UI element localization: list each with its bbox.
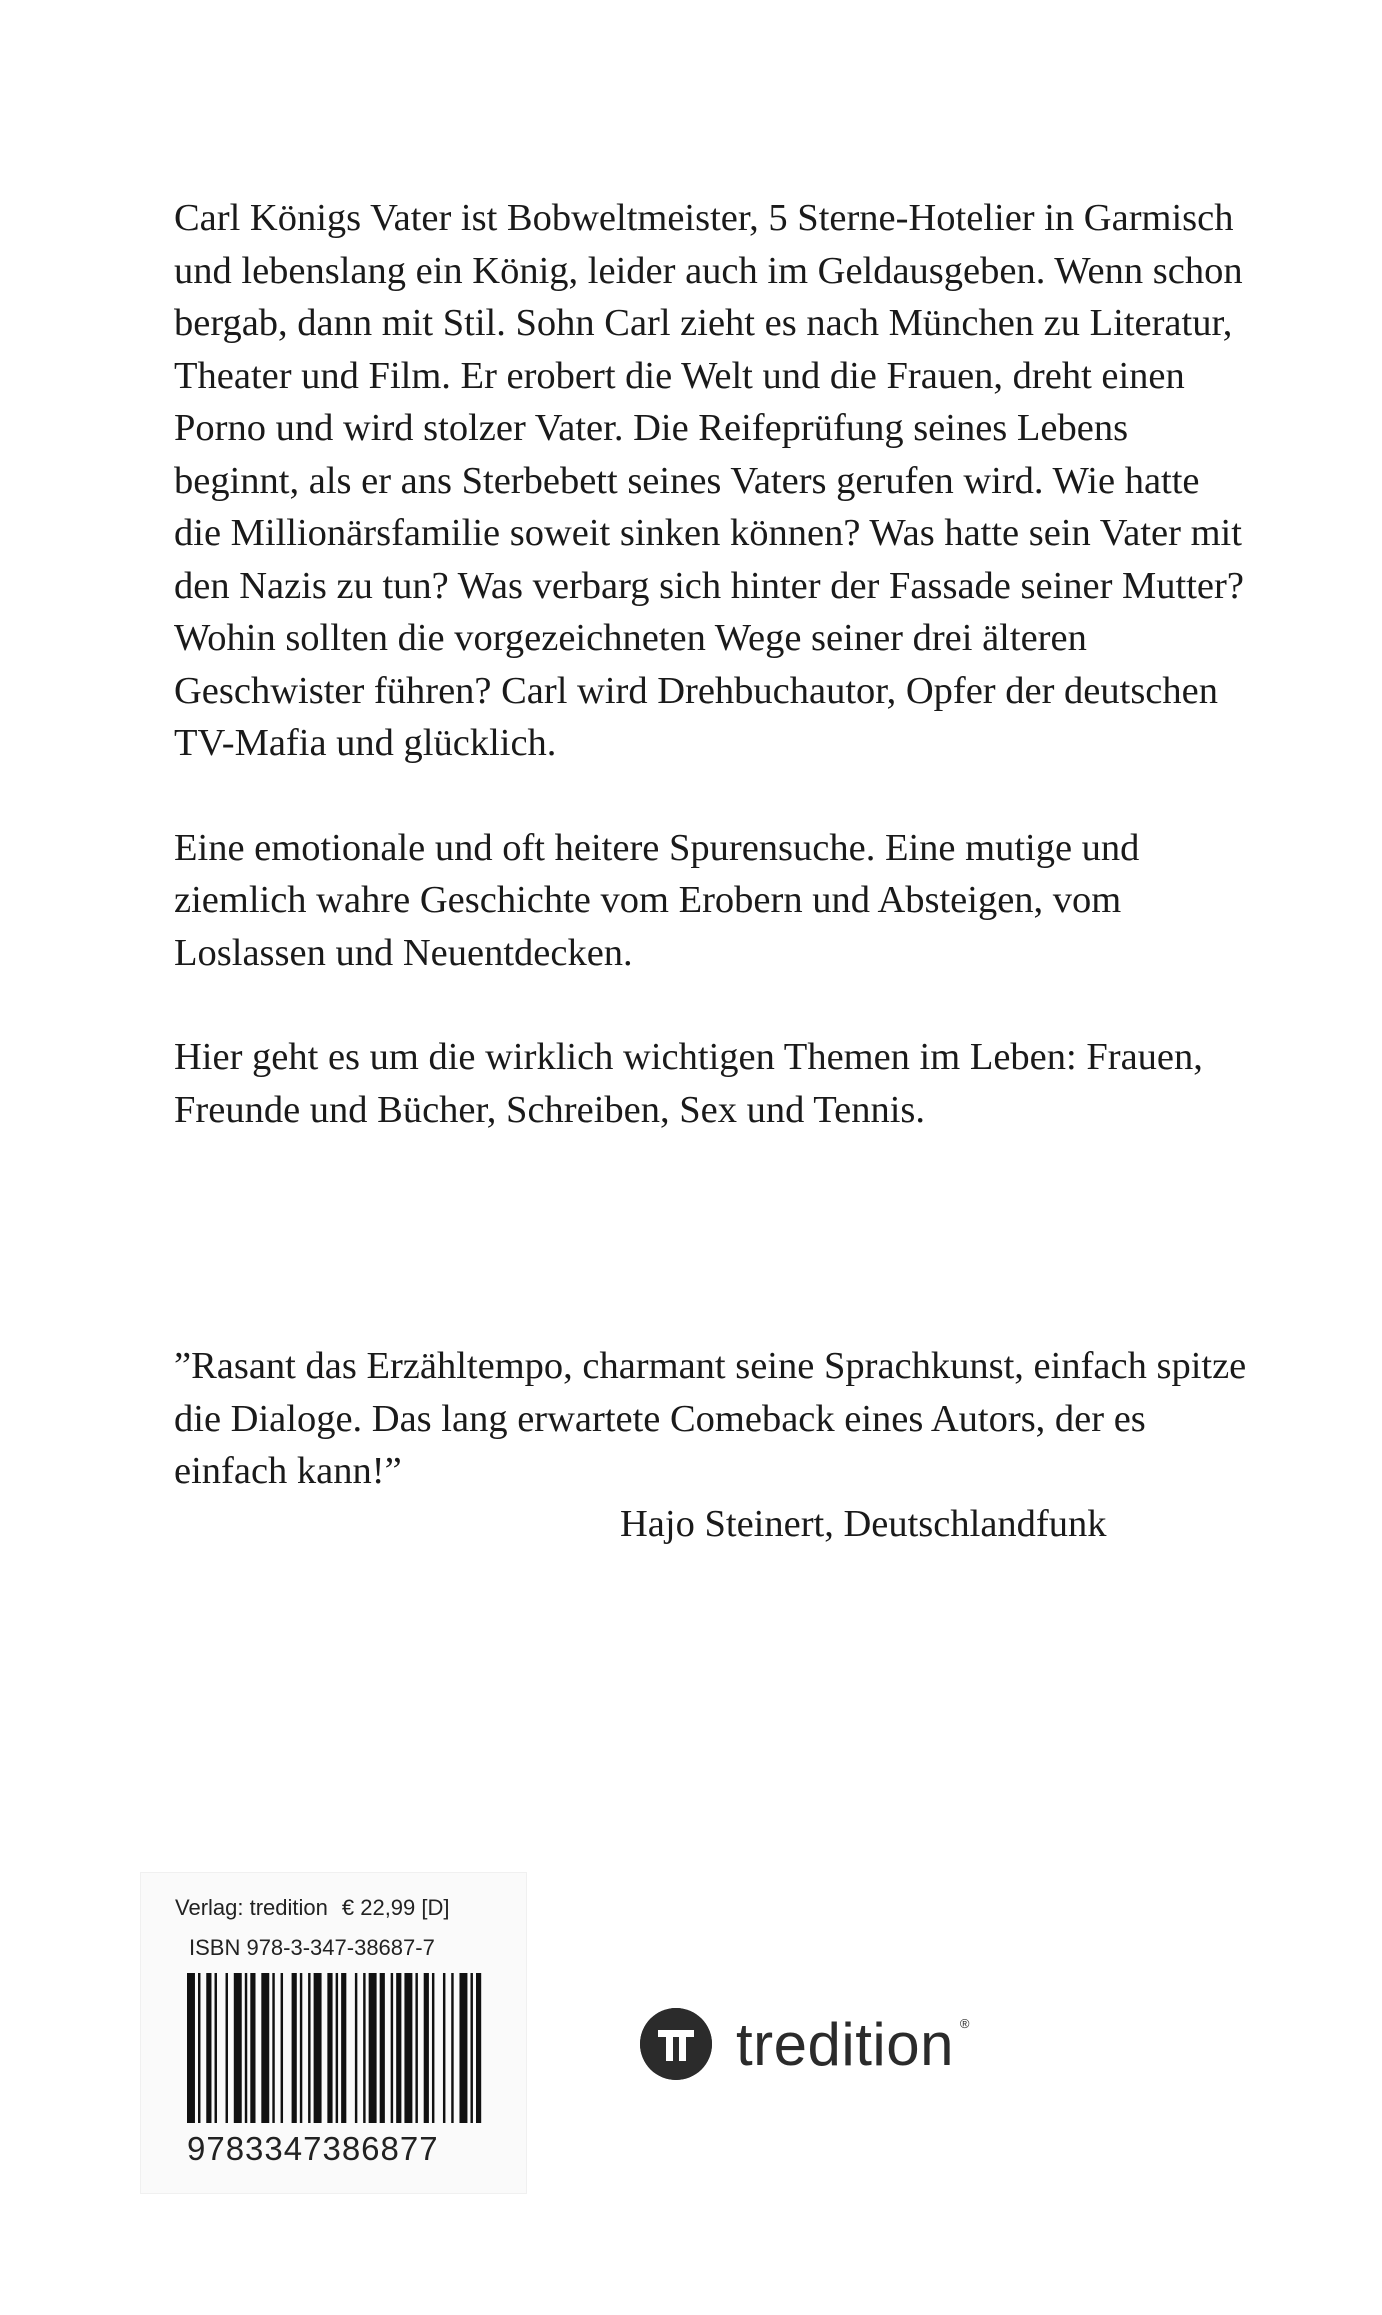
review-quote xyxy=(174,1340,1254,1498)
barcode-bar xyxy=(451,1973,453,2123)
publisher-label: Verlag: tredition xyxy=(175,1895,328,1920)
isbn-label: ISBN 978-3-347-38687-7 xyxy=(189,1935,435,1960)
barcode-bar xyxy=(327,1973,332,2123)
barcode-bar xyxy=(300,1973,302,2123)
barcode-bar xyxy=(245,1973,247,2123)
barcode-bar xyxy=(424,1973,429,2123)
barcode-bar xyxy=(272,1973,274,2123)
barcode-bar xyxy=(198,1973,200,2123)
tredition-logo-icon xyxy=(640,2008,712,2080)
blurb xyxy=(174,192,1254,1136)
barcode-bar xyxy=(415,1973,417,2123)
barcode-bar xyxy=(380,1973,385,2123)
barcode-bar xyxy=(281,1973,283,2123)
barcode-bar xyxy=(250,1973,255,2123)
barcode-bar xyxy=(261,1973,269,2123)
barcode-bar xyxy=(308,1973,310,2123)
barcode-bar xyxy=(391,1973,393,2123)
barcode-bar xyxy=(476,1973,481,2123)
barcode-digits: 9783347386877 xyxy=(187,2130,439,2167)
barcode-bar xyxy=(404,1973,412,2123)
publisher-price-line xyxy=(175,1895,464,1921)
barcode-bar xyxy=(336,1973,338,2123)
barcode-bar xyxy=(470,1973,472,2123)
barcode-bar xyxy=(187,1973,195,2123)
publisher-logo xyxy=(640,2008,970,2080)
barcode-bar xyxy=(459,1973,467,2123)
barcode xyxy=(187,1973,487,2123)
barcode-bar xyxy=(226,1973,228,2123)
blurb-paragraph: Hier geht es um die wirklich wichtigen Themen im Leben: Frauen, Freunde und Bücher, Schreiben, Sex und Tennis. xyxy=(174,1036,1203,1131)
barcode-bar xyxy=(363,1973,365,2123)
blurb-paragraph: Eine emotionale und oft heitere Spurensuche. Eine mutige und ziemlich wahre Geschichte vom Erobern und Absteigen, vom Loslassen und Neuentdecken. xyxy=(174,826,1140,974)
registered-mark: ® xyxy=(959,2015,970,2031)
barcode-bar xyxy=(234,1973,242,2123)
barcode-bar xyxy=(355,1973,357,2123)
barcode-bar xyxy=(432,1973,434,2123)
barcode-bar xyxy=(369,1973,377,2123)
barcode-bar xyxy=(215,1973,217,2123)
barcode-bar xyxy=(206,1973,211,2123)
price-label: € 22,99 [D] xyxy=(341,1895,450,1920)
barcode-bar xyxy=(292,1973,297,2123)
logo-wordmark xyxy=(736,2010,970,2079)
barcode-bar xyxy=(396,1973,401,2123)
barcode-bar xyxy=(443,1973,445,2123)
barcode-bar xyxy=(341,1973,346,2123)
logo-text: tredition xyxy=(736,2010,954,2078)
barcode-bar xyxy=(314,1973,322,2123)
barcode-box xyxy=(140,1872,527,2194)
blurb-paragraph: Carl Königs Vater ist Bobweltmeister, 5 Sterne-Hotelier in Garmisch und lebenslang ein König, leider auch im Geldausgeben. Wenn schon bergab, dann mit Stil. Sohn Carl zieht es nach München zu Literatur, Theater und Film. Er erobert die Welt und die Frauen, dreht einen Porno und wird stolzer Vater. Die Reifeprüfung seines Lebens beginnt, als er ans Sterbebett seines Vaters gerufen wird. Wie hatte die Millionärsfamilie soweit sinken können? Was hatte sein Vater mit den Nazis zu tun? Was verbarg sich hinter der Fassade seiner Mutter? Wohin sollten die vorgezeichneten Wege seiner drei älteren Geschwister führen? Carl wird Drehbuchautor, Opfer der deutschen TV-Mafia und glücklich. xyxy=(174,197,1244,764)
review-quote-text: ”Rasant das Erzähltempo, charmant seine Sprachkunst, einfach spitze die Dialoge. Das lang erwartete Comeback eines Autors, der es einfach kann!” xyxy=(174,1345,1247,1492)
review-attribution: Hajo Steinert, Deutschlandfunk xyxy=(620,1503,1107,1545)
